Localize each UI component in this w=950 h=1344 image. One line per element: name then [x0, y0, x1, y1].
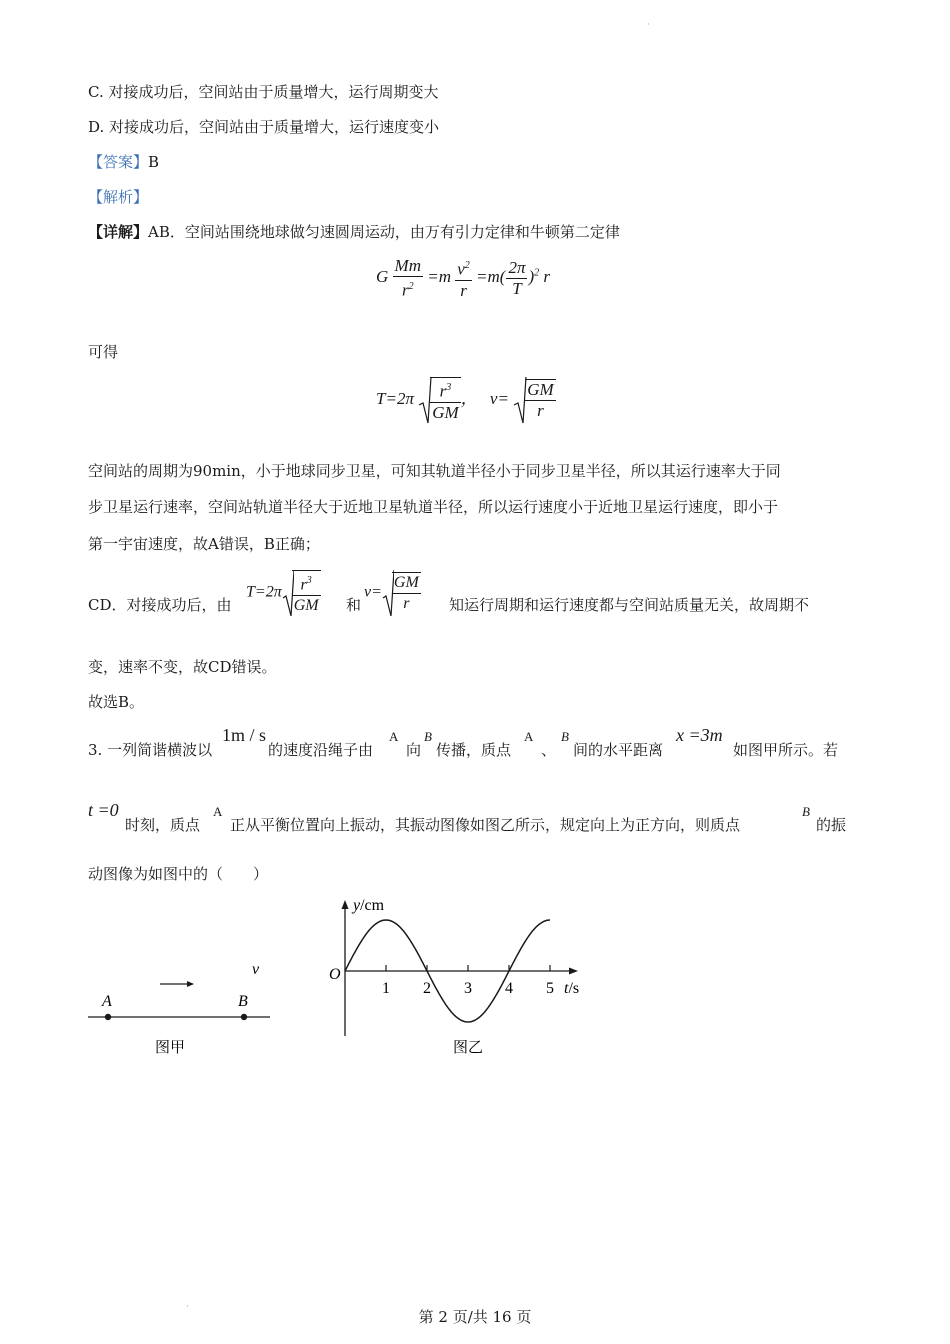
formula-symbol: G: [376, 267, 389, 287]
formula-denominator: T: [512, 278, 522, 298]
formula-equals: =: [371, 583, 382, 601]
q3-text-2: 向: [406, 741, 422, 759]
q3-time-zero: t =0: [88, 800, 119, 820]
formula-exponent: 3: [446, 382, 452, 394]
formula-numerator: 2π: [508, 257, 526, 277]
q3-distance: x =3m: [676, 725, 723, 745]
formula-denominator: GM: [293, 597, 319, 615]
q3-point-a: A: [389, 729, 399, 744]
formula-equals: =2π: [254, 583, 282, 601]
figure-jia-caption: 图甲: [154, 1038, 186, 1056]
formula-numerator: r: [300, 576, 307, 594]
cd-and: 和: [346, 596, 362, 614]
formula-denominator: r: [401, 280, 409, 300]
formula-numerator: GM: [527, 380, 554, 399]
formula-numerator: Mm: [394, 256, 421, 275]
q3-prefix: 3. 一列简谐横波以: [88, 741, 213, 759]
point-b-dot: [241, 1014, 247, 1020]
y-axis-label: y/cm: [353, 897, 385, 914]
answer-label: 【答案】: [88, 153, 149, 171]
formula-gravitation: G $\frac{Mm}{r^2}$ =m $\frac{v^2}{r}$ =m( $\frac{2\pi}{T}$ )$^2$ r: [376, 256, 551, 300]
q3-text-6: 时刻，质点: [125, 816, 201, 834]
q3-speed: 1m / s: [222, 725, 267, 745]
detail-line: [88, 222, 620, 242]
q3-text-3: 传播，质点: [436, 741, 512, 759]
origin-label: O: [329, 966, 341, 983]
answer-line: [88, 152, 159, 172]
formula-symbol: T: [376, 388, 386, 408]
keyi-text: 可得: [88, 343, 119, 361]
x-tick-label: 1: [382, 980, 390, 997]
formula-equals: =m: [427, 267, 451, 287]
formula-numerator: v: [457, 259, 465, 279]
formula-numerator: GM: [392, 573, 421, 594]
detail-para-1: 空间站的周期为90min，小于地球同步卫星，可知其轨道半径小于同步卫星半径，所以其运行速率大于同: [88, 462, 781, 480]
q3-line-3: 动图像为如图中的（ ）: [88, 865, 269, 883]
formula-exponent: 3: [306, 574, 312, 586]
page-footer: 第 2 页/共 16 页: [418, 1308, 532, 1326]
q3-point-b: B: [424, 729, 432, 744]
q3-text-7: 正从平衡位置向上振动，其振动图像如图乙所示，规定向上为正方向，则质点: [230, 816, 741, 834]
velocity-arrow-head: [187, 981, 194, 987]
cd-prefix: CD．对接成功后，由: [88, 596, 232, 614]
formula-symbol: v: [489, 388, 498, 408]
x-axis-arrow: [569, 968, 578, 975]
formula-symbol: r: [543, 267, 551, 287]
formula-equals: =2π: [385, 388, 414, 408]
detail-text: AB．空间站围绕地球做匀速圆周运动，由万有引力定律和牛顿第二定律: [148, 223, 620, 241]
cd-formula-period: [246, 568, 321, 618]
x-tick-label: 3: [464, 980, 472, 997]
scan-dot: ·: [186, 1302, 189, 1311]
formula-symbol: v: [364, 583, 372, 601]
point-a-dot: [105, 1014, 111, 1020]
x-tick-label: 5: [546, 980, 554, 997]
formula-symbol: T: [246, 583, 255, 601]
q3-point-b2: B: [561, 729, 569, 744]
choose-b: 故选B。: [88, 693, 145, 711]
cd-line-2: 变，速率不变，故CD错误。: [88, 658, 277, 676]
q3-point-a2: A: [524, 729, 534, 744]
q3-text-1: 的速度沿绳子由: [268, 741, 374, 759]
formula-denominator: r: [537, 401, 544, 420]
analysis-label: 【解析】: [88, 188, 149, 206]
q3-point-b3: B: [802, 804, 810, 819]
answer-value: B: [148, 153, 160, 171]
formula-denominator: r: [460, 280, 467, 300]
formula-period-velocity: [376, 375, 556, 425]
x-tick-label: 4: [505, 980, 513, 997]
x-axis-label: t/s: [564, 980, 580, 997]
q3-text-5: 如图甲所示。若: [733, 741, 839, 759]
formula-exponent: 2: [464, 260, 470, 271]
option-c: C. 对接成功后，空间站由于质量增大，运行周期变大: [88, 83, 439, 101]
figure-yi-caption: 图乙: [452, 1038, 484, 1056]
cd-suffix: 知运行周期和运行速度都与空间站质量无关，故周期不: [449, 596, 810, 614]
point-a-label: A: [102, 993, 112, 1010]
option-d: D. 对接成功后，空间站由于质量增大，运行速度变小: [88, 118, 440, 136]
detail-label: 【详解】: [88, 223, 149, 241]
detail-para-3: 第一宇宙速度，故A错误，B正确；: [88, 535, 320, 553]
point-b-label: B: [238, 993, 248, 1010]
formula-equals: =: [497, 388, 509, 408]
formula-equals: =m(: [476, 267, 506, 287]
y-axis-arrow: [342, 900, 349, 909]
formula-paren: ): [528, 267, 535, 287]
detail-para-2: 步卫星运行速率，空间站轨道半径大于近地卫星轨道半径，所以运行速度小于近地卫星运行速度，即小于: [88, 498, 779, 516]
q3-text-8: 的振: [816, 816, 847, 834]
figure-yi-chart: [320, 890, 600, 1065]
q3-separator: 、: [541, 741, 557, 759]
figure-jia: [80, 955, 280, 1065]
x-tick-label: 2: [423, 980, 431, 997]
formula-denominator: r: [403, 595, 410, 612]
q3-text-4: 间的水平距离: [573, 741, 664, 759]
formula-denominator: GM: [432, 402, 459, 422]
q3-point-a3: A: [213, 804, 223, 819]
scan-dot: ·: [647, 20, 650, 29]
cd-formula-velocity: [364, 568, 421, 618]
formula-numerator: r: [439, 381, 447, 401]
velocity-label: v: [252, 961, 260, 978]
formula-comma: ，: [460, 388, 478, 408]
